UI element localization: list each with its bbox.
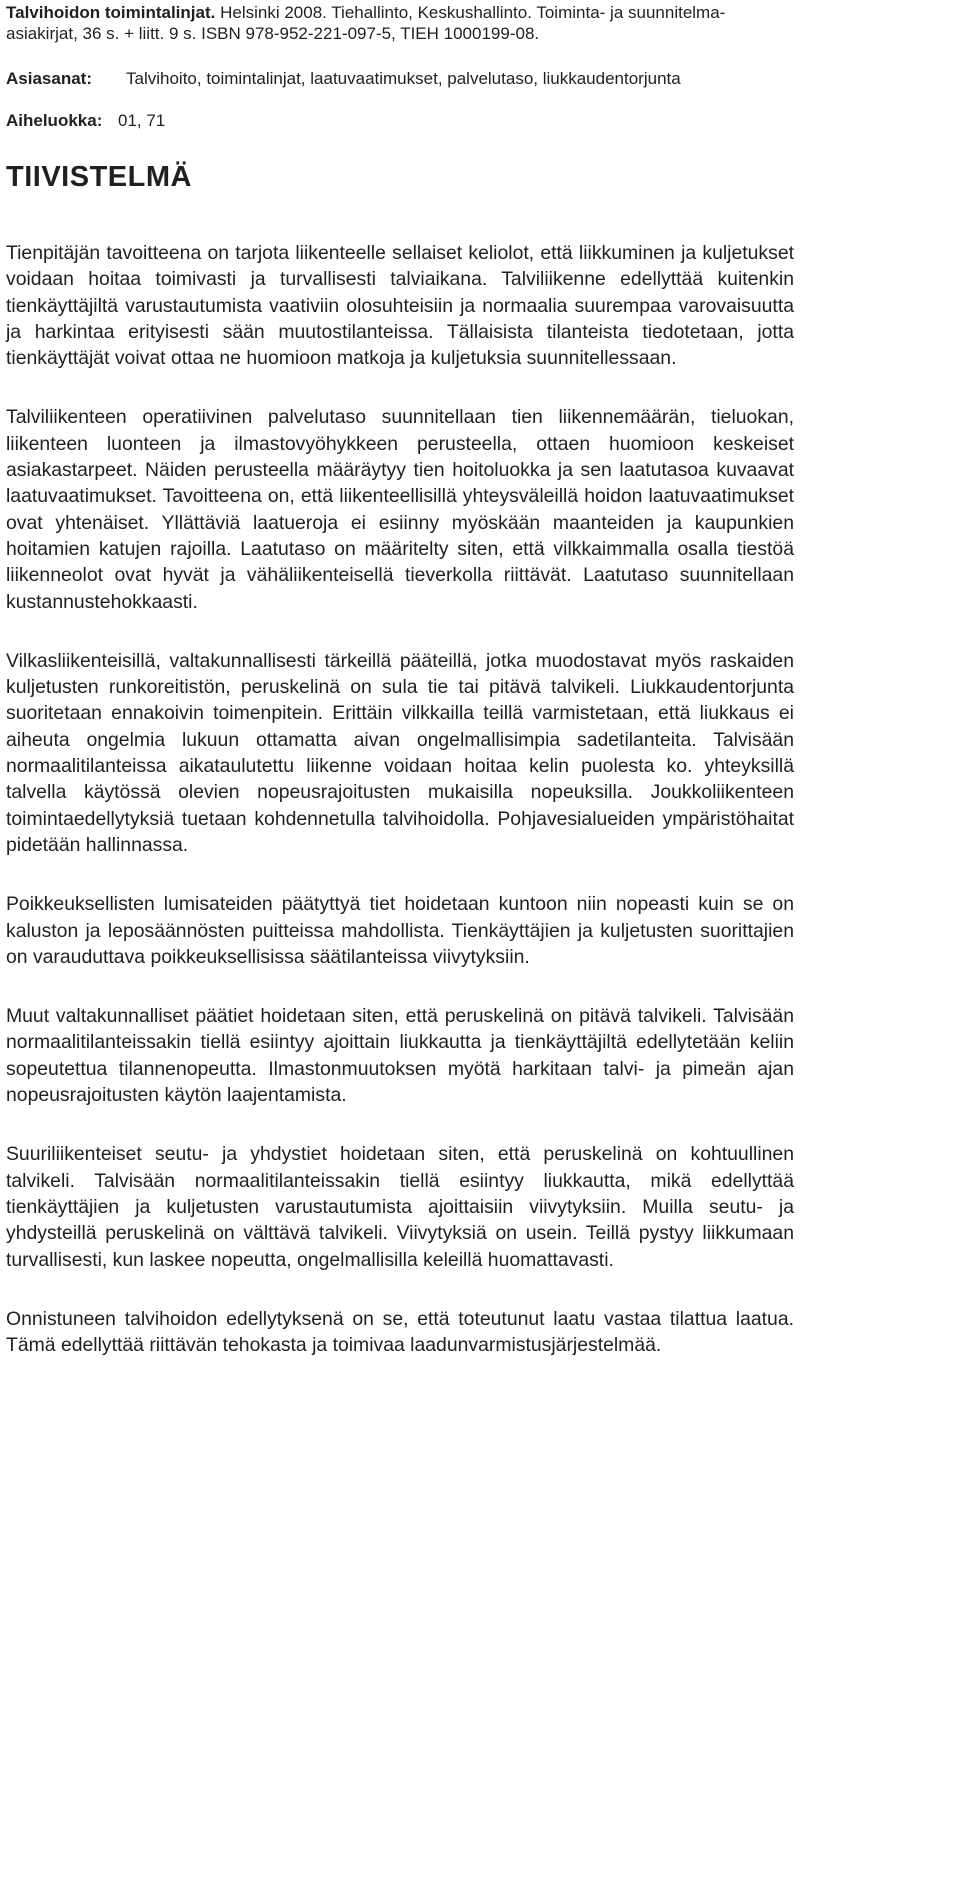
abstract-body (6, 240, 794, 1391)
abstract-paragraph: Muut valtakunnalliset päätiet hoidetaan siten, että peruskelinä on pitävä talvikeli. Talvisään normaalitilanteissakin tiellä esiintyy ajoittain liukkautta ja tienkäyttäjiltä edellytetään keliin sopeutettua tilannenopeutta. Ilmastonmuutoksen myötä harkitaan talvi- ja pimeän ajan nopeusrajoitusten käytön laajentamista. (6, 1005, 794, 1107)
abstract-paragraph: Suuriliikenteiset seutu- ja yhdystiet hoidetaan siten, että peruskelinä on kohtuullinen talvikeli. Talvisään normaalitilanteissakin tiellä esiintyy liukkautta, mikä edellyttää tienkäyttäjien ja kuljetusten varustautumista ajoittaisiin viivytyksiin. Muilla seutu- ja yhdysteillä peruskelinä on välttävä talvikeli. Viivytyksiä on usein. Teillä pystyy liikkumaan turvallisesti, kun laskee nopeutta, ongelmallisilla keleillä huomattavasti. (6, 1143, 794, 1271)
keywords-label: Asiasanat: (6, 69, 92, 88)
keywords-row (6, 68, 681, 89)
abstract-paragraph: Poikkeuksellisten lumisateiden päätyttyä tiet hoidetaan kuntoon niin nopeasti kuin se on kaluston ja leposäännösten puitteissa mahdollista. Tienkäyttäjien ja kuljetusten suorittajien on varauduttava poikkeuksellisissa säätilanteissa viivytyksiin. (6, 893, 794, 968)
subject-class-row (6, 110, 165, 131)
abstract-paragraph: Onnistuneen talvihoidon edellytyksenä on se, että toteutunut laatu vastaa tilattua laatua. Tämä edellyttää riittävän tehokasta ja toimivaa laadunvarmistusjärjestelmää. (6, 1307, 794, 1357)
subject-class-label: Aiheluokka: (6, 111, 103, 130)
keywords-value: Talvihoito, toimintalinjat, laatuvaatimukset, palvelutaso, liukkaudentorjunta (126, 69, 681, 88)
abstract-paragraph: Talviliikenteen operatiivinen palvelutaso suunnitellaan tien liikennemäärän, tieluokan, liikenteen luonteen ja ilmastovyöhykkeen perusteella, ottaen huomioon keskeiset asiakastarpeet. Näiden perusteella määräytyy tien hoitoluokka ja sen laatutasoa kuvaavat laatuvaatimukset. Tavoitteena on, että liikenteellisillä yhteysväleillä hoidon laatuvaatimukset ovat yhtenäiset. Yllättäviä laatueroja ei esiinny myöskään maanteiden ja kaupunkien hoitamien katujen rajoilla. Laatutaso on määritelty siten, että vilkkaimmalla osalla tiestöä liikenneolot ovat hyvät ja vähäliikenteisellä tieverkolla riittävät. Laatutaso suunnitellaan kustannustehokkaasti. (6, 406, 794, 613)
citation (6, 2, 766, 44)
citation-title: Talvihoidon toimintalinjat. (6, 3, 216, 22)
abstract-heading: TIIVISTELMÄ (6, 161, 192, 193)
citation-details: Helsinki 2008. Tiehallinto, Keskushallinto. Toiminta- ja suunnitelma-asiakirjat, 36 s. + liitt. 9 s. ISBN 978-952-221-097-5, TIEH 1000199-08. (6, 3, 726, 43)
abstract-paragraph: Vilkasliikenteisillä, valtakunnallisesti tärkeillä pääteillä, jotka muodostavat myös raskaiden kuljetusten runkoreitistön, peruskelinä on sula tie tai pitävä talvikeli. Liukkaudentorjunta suoritetaan ennakoivin toimenpitein. Erittäin vilkkailla teillä varmistetaan, että liukkaus ei aiheuta ongelmia lukuun ottamatta aivan ongelmallisimpia sadetilanteita. Talvisään normaalitilanteissa aikataulutettu liikenne voidaan hoitaa kelin puolesta ko. yhteyksillä talvella käytössä olevien nopeusrajoitusten mukaisilla nopeuksilla. Joukkoliikenteen toimintaedellytyksiä tuetaan kohdennetulla talvihoidolla. Pohjavesialueiden ympäristöhaitat pidetään hallinnassa. (6, 649, 794, 856)
abstract-paragraph: Tienpitäjän tavoitteena on tarjota liikenteelle sellaiset keliolot, että liikkuminen ja kuljetukset voidaan hoitaa toimivasti ja turvallisesti talviaikana. Talviliikenne edellyttää kuitenkin tienkäyttäjiltä varustautumista vaativiin olosuhteisiin ja normaalia suurempaa varovaisuutta ja harkintaa erityisesti sään muutostilanteissa. Tällaisista tilanteista tiedotetaan, jotta tienkäyttäjät voivat ottaa ne huomioon matkoja ja kuljetuksia suunnitellessaan. (6, 242, 794, 370)
subject-class-value: 01, 71 (118, 111, 166, 130)
